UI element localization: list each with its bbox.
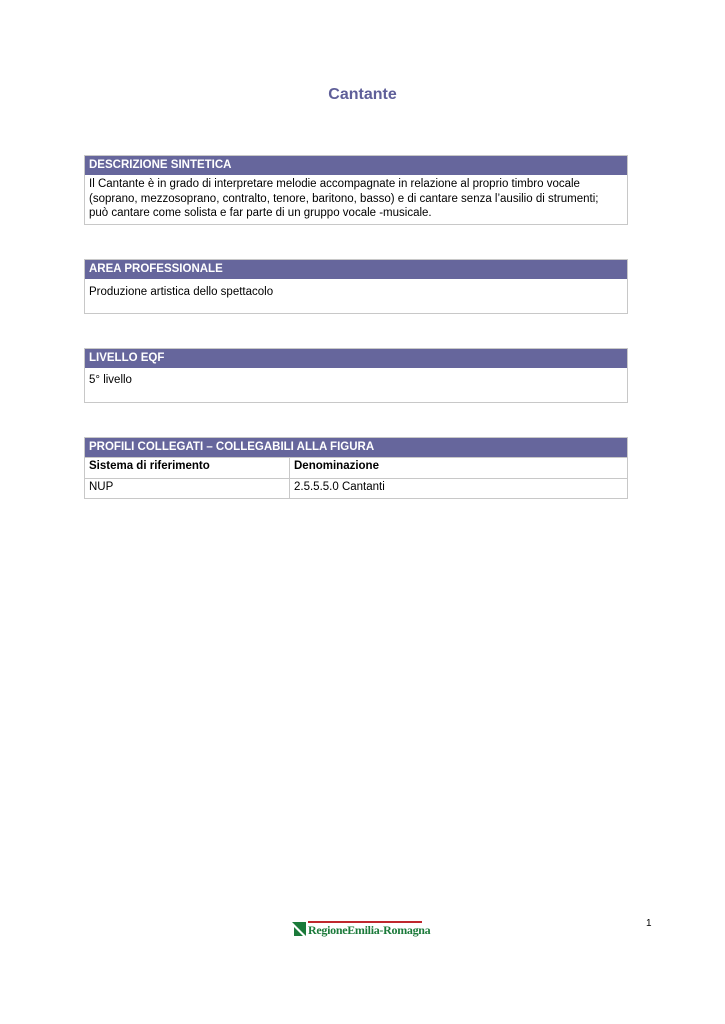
section-body: Produzione artistica dello spettacolo	[89, 286, 274, 298]
section-header: DESCRIZIONE SINTETICA	[85, 156, 627, 175]
section-header: LIVELLO EQF	[85, 349, 627, 368]
column-header: Denominazione	[290, 458, 628, 479]
description-line: può cantare come solista e far parte di un gruppo vocale -musicale.	[89, 207, 432, 219]
section-livello-eqf	[84, 348, 628, 403]
section-area-professionale	[84, 259, 628, 314]
column-header: Sistema di riferimento	[85, 458, 290, 479]
table-cell: 2.5.5.5.0 Cantanti	[290, 479, 628, 500]
section-header: PROFILI COLLEGATI – COLLEGABILI ALLA FIGURA	[85, 438, 627, 457]
description-line: (soprano, mezzosoprano, contralto, tenore, baritono, basso) e di cantare senza l’ausilio di strumenti;	[89, 192, 599, 205]
regione-emilia-romagna-logo	[292, 918, 431, 940]
profili-table	[85, 457, 627, 499]
section-descrizione-sintetica	[84, 155, 628, 225]
page-title: Cantante	[328, 86, 397, 103]
table-cell: NUP	[85, 479, 290, 500]
section-body: 5° livello	[89, 374, 132, 386]
section-profili-collegati	[84, 437, 628, 499]
logo-text: RegioneEmilia-Romagna	[308, 923, 431, 937]
section-header: AREA PROFESSIONALE	[85, 260, 627, 279]
table-header-row	[85, 458, 627, 479]
description-line: Il Cantante è in grado di interpretare melodie accompagnate in relazione al proprio timbro vocale	[89, 178, 580, 190]
page-number: 1	[646, 918, 652, 929]
table-row	[85, 479, 627, 500]
section-body	[85, 175, 627, 225]
region-flag-icon	[292, 922, 306, 936]
